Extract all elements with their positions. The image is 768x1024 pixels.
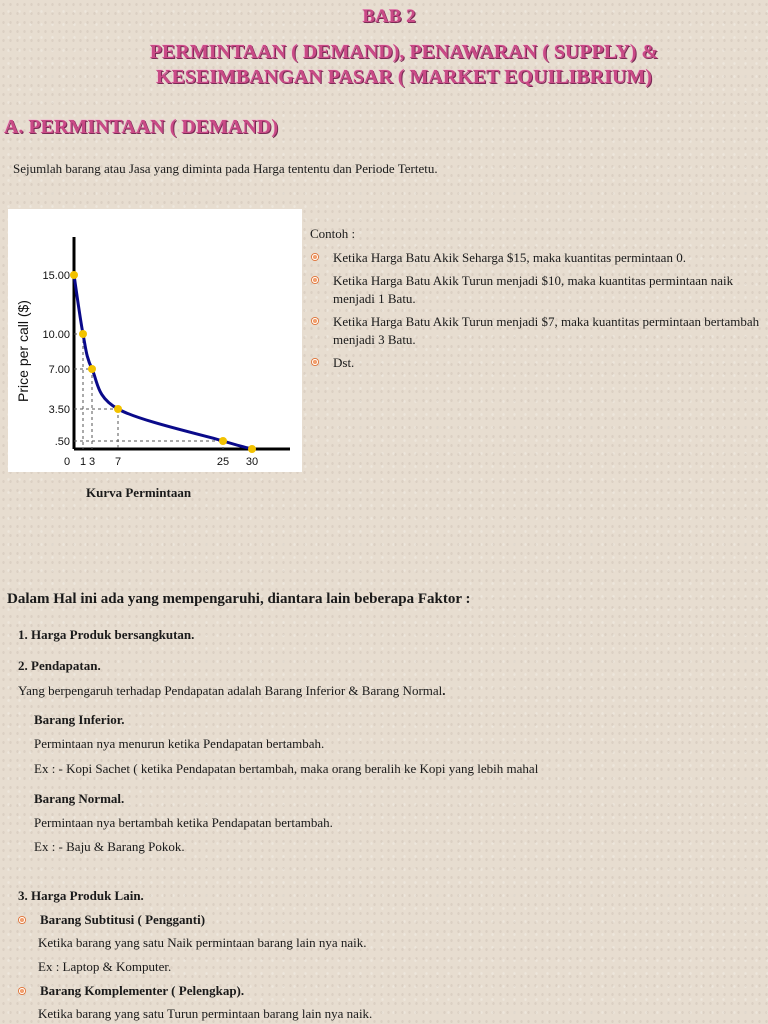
factor-2: 2. Pendapatan. xyxy=(18,658,101,673)
list-item-text: Ketika Harga Batu Akik Turun menjadi $10, maka kuantitas permintaan naik menjadi 1 Batu. xyxy=(333,273,734,306)
inferior-desc: Permintaan nya menurun ketika Pendapatan bertambah. xyxy=(34,736,325,751)
data-point xyxy=(114,405,122,413)
list-item xyxy=(310,272,760,308)
x-tick-label: 30 xyxy=(245,456,259,468)
data-point xyxy=(79,330,87,338)
x-tick-label: 1 xyxy=(79,456,87,468)
page-title xyxy=(0,40,768,90)
data-point xyxy=(70,271,78,279)
factor-2-desc-text: Yang berpengaruh terhadap Pendapatan adalah Barang Inferior & Barang Normal xyxy=(18,683,443,698)
x-tick-label: 3 xyxy=(88,456,96,468)
normal-desc: Permintaan nya bertambah ketika Pendapatan bertambah. xyxy=(34,815,333,830)
complement-title: Barang Komplementer ( Pelengkap). xyxy=(40,983,245,998)
bullet-icon xyxy=(311,253,319,261)
factor-2-desc xyxy=(18,683,446,699)
bullet-icon xyxy=(18,987,26,995)
list-item-text: Ketika Harga Batu Akik Turun menjadi $7, maka kuantitas permintaan bertambah menjadi 3 Batu. xyxy=(333,314,760,347)
y-tick-label: 7.00 xyxy=(48,364,70,376)
page-title-line-1: PERMINTAAN ( DEMAND), PENAWARAN ( SUPPLY) & xyxy=(149,41,659,63)
substitute-title: Barang Subtitusi ( Pengganti) xyxy=(40,912,206,927)
normal-example: Ex : - Baju & Barang Pokok. xyxy=(34,839,185,854)
inferior-title: Barang Inferior. xyxy=(34,712,125,727)
substitute-desc: Ketika barang yang satu Naik permintaan barang lain nya naik. xyxy=(38,935,367,950)
demand-curve xyxy=(74,275,252,449)
intro-text: Sejumlah barang atau Jasa yang diminta pada Harga tententu dan Periode Tertetu. xyxy=(13,161,438,176)
x-tick-label: 7 xyxy=(114,456,122,468)
list-item xyxy=(310,354,760,372)
bullet-icon xyxy=(311,358,319,366)
data-point xyxy=(248,445,256,453)
list-item xyxy=(310,313,760,349)
y-tick-label: .50 xyxy=(54,436,70,448)
list-item xyxy=(310,249,760,267)
chapter-title: BAB 2 xyxy=(362,6,416,27)
x-tick-label: 0 xyxy=(63,456,71,468)
bullet-icon xyxy=(311,317,319,325)
page-title-line-2: KESEIMBANGAN PASAR ( MARKET EQUILIBRIUM) xyxy=(156,66,652,88)
data-point xyxy=(88,365,96,373)
y-axis-label: Price per call ($) xyxy=(15,300,31,402)
y-tick-label: 3.50 xyxy=(48,404,70,416)
factors-heading: Dalam Hal ini ada yang mempengaruhi, diantara lain beberapa Faktor : xyxy=(7,591,471,607)
demand-chart xyxy=(8,209,302,472)
substitute-example: Ex : Laptop & Komputer. xyxy=(38,959,172,974)
data-point xyxy=(219,437,227,445)
normal-title: Barang Normal. xyxy=(34,791,125,806)
factor-1: 1. Harga Produk bersangkutan. xyxy=(18,627,195,642)
y-tick-label: 15.00 xyxy=(42,270,70,282)
example-list xyxy=(310,249,760,377)
demand-chart-svg xyxy=(8,209,302,472)
section-heading: A. PERMINTAAN ( DEMAND) xyxy=(4,116,279,138)
complement-desc: Ketika barang yang satu Turun permintaan barang lain nya naik. xyxy=(38,1006,373,1021)
bullet-icon xyxy=(311,276,319,284)
list-item-text: Dst. xyxy=(333,355,355,370)
chart-caption: Kurva Permintaan xyxy=(86,485,192,500)
factor-2-desc-dot: . xyxy=(442,683,446,698)
bullet-icon xyxy=(18,916,26,924)
factor-3: 3. Harga Produk Lain. xyxy=(18,888,144,903)
inferior-example: Ex : - Kopi Sachet ( ketika Pendapatan bertambah, maka orang beralih ke Kopi yang lebih mahal xyxy=(34,761,539,776)
x-tick-label: 25 xyxy=(216,456,230,468)
example-label: Contoh : xyxy=(310,226,356,241)
list-item-text: Ketika Harga Batu Akik Seharga $15, maka kuantitas permintaan 0. xyxy=(333,250,686,265)
y-tick-label: 10.00 xyxy=(42,329,70,341)
